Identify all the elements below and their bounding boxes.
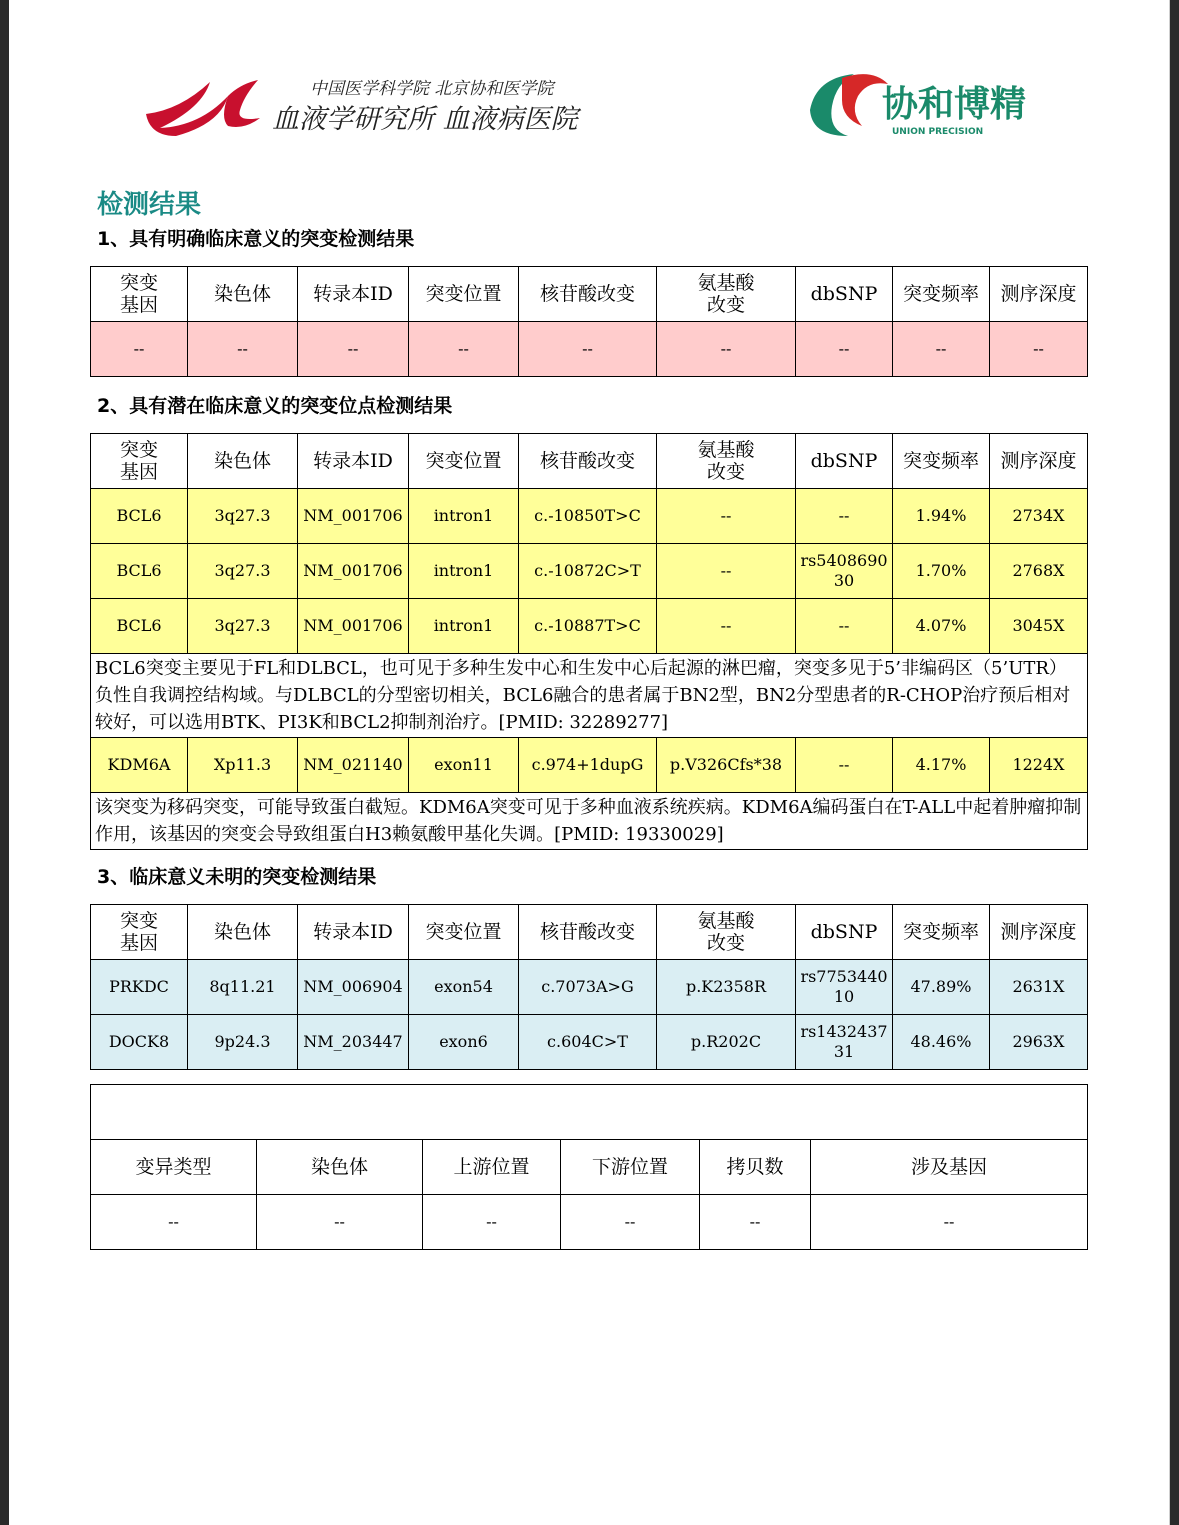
table-cell: 1.94% xyxy=(893,489,990,544)
cnv-column-header: 涉及基因 xyxy=(811,1140,1088,1195)
table-cell: exon54 xyxy=(409,960,519,1015)
column-header: 测序深度 xyxy=(990,434,1088,489)
table-cell: 1.70% xyxy=(893,544,990,599)
table-header-row xyxy=(91,434,1088,489)
part1-title: 1、具有明确临床意义的突变检测结果 xyxy=(97,228,415,250)
column-header: 突变位置 xyxy=(409,267,519,322)
table-cell: -- xyxy=(188,322,298,377)
cnv-row xyxy=(91,1195,1088,1250)
table-cell: -- xyxy=(657,489,796,544)
cnv-cell: -- xyxy=(811,1195,1088,1250)
table-cell: -- xyxy=(91,322,188,377)
viewer-right-border xyxy=(1170,0,1179,1525)
table-row xyxy=(91,1015,1088,1070)
column-header: 染色体 xyxy=(188,905,298,960)
table-cell: 4.17% xyxy=(893,738,990,793)
union-precision-logo-subtext: UNION PRECISION xyxy=(892,127,984,137)
table-header-row xyxy=(91,905,1088,960)
table-cell: NM_203447 xyxy=(298,1015,409,1070)
table-cell: -- xyxy=(796,738,893,793)
institute-logo xyxy=(140,70,620,140)
column-header: 突变频率 xyxy=(893,905,990,960)
cnv-cell: -- xyxy=(257,1195,423,1250)
annotation-text: 该突变为移码突变，可能导致蛋白截短。KDM6A突变可见于多种血液系统疾病。KDM6A编码蛋白在T-ALL中起着肿瘤抑制作用，该基因的突变会导致组蛋白H3赖氨酸甲基化失调。[PMID: 19330029] xyxy=(91,793,1088,850)
union-precision-logo-text: 协和博精 xyxy=(882,84,1027,125)
table-cell: c.-10887T>C xyxy=(519,599,657,654)
table-cell: -- xyxy=(990,322,1088,377)
table-row xyxy=(91,489,1088,544)
table-cell: c.-10872C>T xyxy=(519,544,657,599)
table-cell: -- xyxy=(796,489,893,544)
institute-logo-line1: 中国医学科学院 北京协和医学院 xyxy=(310,79,554,99)
part3-title: 3、临床意义未明的突变检测结果 xyxy=(97,866,377,888)
table-cell: p.V326Cfs*38 xyxy=(657,738,796,793)
column-header: 氨基酸 改变 xyxy=(657,267,796,322)
table-cell: intron1 xyxy=(409,489,519,544)
cnv-table xyxy=(90,1084,1088,1250)
table-cell: NM_006904 xyxy=(298,960,409,1015)
table-cell: 3q27.3 xyxy=(188,599,298,654)
table-cell: c.604C>T xyxy=(519,1015,657,1070)
part2-title: 2、具有潜在临床意义的突变位点检测结果 xyxy=(97,395,453,417)
table-cell: rs7753440 10 xyxy=(796,960,893,1015)
column-header: 突变频率 xyxy=(893,267,990,322)
table-cell: rs1432437 31 xyxy=(796,1015,893,1070)
table-cell: exon11 xyxy=(409,738,519,793)
cnv-cell: -- xyxy=(91,1195,257,1250)
column-header: 转录本ID xyxy=(298,267,409,322)
table-cell: NM_001706 xyxy=(298,599,409,654)
column-header: 氨基酸 改变 xyxy=(657,434,796,489)
table-cell: 3q27.3 xyxy=(188,489,298,544)
table-cell: 4.07% xyxy=(893,599,990,654)
table-cell: -- xyxy=(893,322,990,377)
table-cell: -- xyxy=(796,599,893,654)
table-cell: intron1 xyxy=(409,599,519,654)
cnv-title: 拷贝数变异分析 xyxy=(91,1085,1088,1140)
table-cell: 2768X xyxy=(990,544,1088,599)
table-cell: 3q27.3 xyxy=(188,544,298,599)
column-header: 突变 基因 xyxy=(91,905,188,960)
table-cell: c.974+1dupG xyxy=(519,738,657,793)
column-header: 转录本ID xyxy=(298,434,409,489)
table-cell: -- xyxy=(409,322,519,377)
table-cell: rs5408690 30 xyxy=(796,544,893,599)
table-cell: PRKDC xyxy=(91,960,188,1015)
cnv-cell: -- xyxy=(561,1195,700,1250)
viewer-left-border xyxy=(0,0,9,1525)
table-cell: BCL6 xyxy=(91,489,188,544)
column-header: 突变频率 xyxy=(893,434,990,489)
vus-mutation-table xyxy=(90,904,1088,1070)
column-header: 测序深度 xyxy=(990,267,1088,322)
table-row xyxy=(91,738,1088,793)
column-header: 核苷酸改变 xyxy=(519,434,657,489)
table-cell: -- xyxy=(657,544,796,599)
union-precision-logo xyxy=(802,66,1032,146)
table-cell: c.-10850T>C xyxy=(519,489,657,544)
table-cell: 8q11.21 xyxy=(188,960,298,1015)
column-header: 染色体 xyxy=(188,267,298,322)
institute-logo-line2: 血液学研究所 血液病医院 xyxy=(272,104,578,135)
table-cell: p.R202C xyxy=(657,1015,796,1070)
table-cell: 47.89% xyxy=(893,960,990,1015)
potential-mutation-table xyxy=(90,433,1088,850)
annotation-text: BCL6突变主要见于FL和DLBCL，也可见于多种生发中心和生发中心后起源的淋巴瘤，突变多见于5’非编码区（5’UTR）负性自我调控结构域。与DLBCL的分型密切相关，BCL6融合的患者属于BN2型，BN2分型患者的R-CHOP治疗预后相对较好，可以选用BTK、PI3K和BCL2抑制剂治疗。[PMID: 32289277] xyxy=(91,654,1088,738)
cnv-column-header: 上游位置 xyxy=(423,1140,561,1195)
table-cell: NM_001706 xyxy=(298,544,409,599)
column-header: 突变 基因 xyxy=(91,434,188,489)
annotation-row xyxy=(91,654,1088,738)
table-cell: 1224X xyxy=(990,738,1088,793)
table-cell: -- xyxy=(519,322,657,377)
table-cell: -- xyxy=(657,599,796,654)
table-cell: Xp11.3 xyxy=(188,738,298,793)
section-title: 检测结果 xyxy=(97,190,202,220)
table-cell: p.K2358R xyxy=(657,960,796,1015)
cnv-column-header: 下游位置 xyxy=(561,1140,700,1195)
column-header: 核苷酸改变 xyxy=(519,267,657,322)
column-header: 突变 基因 xyxy=(91,267,188,322)
annotation-row xyxy=(91,793,1088,850)
table-cell: 48.46% xyxy=(893,1015,990,1070)
column-header: 突变位置 xyxy=(409,434,519,489)
cnv-cell: -- xyxy=(423,1195,561,1250)
cnv-column-header: 变异类型 xyxy=(91,1140,257,1195)
table-cell: 9p24.3 xyxy=(188,1015,298,1070)
table-cell: 2734X xyxy=(990,489,1088,544)
clinical-mutation-table xyxy=(90,266,1088,377)
union-precision-logo-mark xyxy=(802,66,1032,146)
table-cell: BCL6 xyxy=(91,599,188,654)
column-header: dbSNP xyxy=(796,905,893,960)
table-cell: exon6 xyxy=(409,1015,519,1070)
table-cell: BCL6 xyxy=(91,544,188,599)
table-cell: -- xyxy=(796,322,893,377)
column-header: dbSNP xyxy=(796,267,893,322)
table-row xyxy=(91,599,1088,654)
table-cell: DOCK8 xyxy=(91,1015,188,1070)
column-header: 测序深度 xyxy=(990,905,1088,960)
cnv-header-row xyxy=(91,1140,1088,1195)
table-cell: NM_001706 xyxy=(298,489,409,544)
table-header-row xyxy=(91,267,1088,322)
table-row xyxy=(91,960,1088,1015)
column-header: 突变位置 xyxy=(409,905,519,960)
cnv-cell: -- xyxy=(700,1195,811,1250)
table-cell: 2963X xyxy=(990,1015,1088,1070)
column-header: 转录本ID xyxy=(298,905,409,960)
table-row xyxy=(91,322,1088,377)
viewer-right-edge xyxy=(1169,0,1170,1525)
column-header: 氨基酸 改变 xyxy=(657,905,796,960)
table-cell: -- xyxy=(298,322,409,377)
table-cell: -- xyxy=(657,322,796,377)
table-cell: intron1 xyxy=(409,544,519,599)
institute-logo-mark xyxy=(140,70,620,140)
table-cell: 2631X xyxy=(990,960,1088,1015)
table-cell: NM_021140 xyxy=(298,738,409,793)
table-row xyxy=(91,544,1088,599)
table-cell: c.7073A>G xyxy=(519,960,657,1015)
cnv-column-header: 拷贝数 xyxy=(700,1140,811,1195)
table-cell: 3045X xyxy=(990,599,1088,654)
column-header: 核苷酸改变 xyxy=(519,905,657,960)
cnv-column-header: 染色体 xyxy=(257,1140,423,1195)
column-header: dbSNP xyxy=(796,434,893,489)
table-cell: KDM6A xyxy=(91,738,188,793)
column-header: 染色体 xyxy=(188,434,298,489)
